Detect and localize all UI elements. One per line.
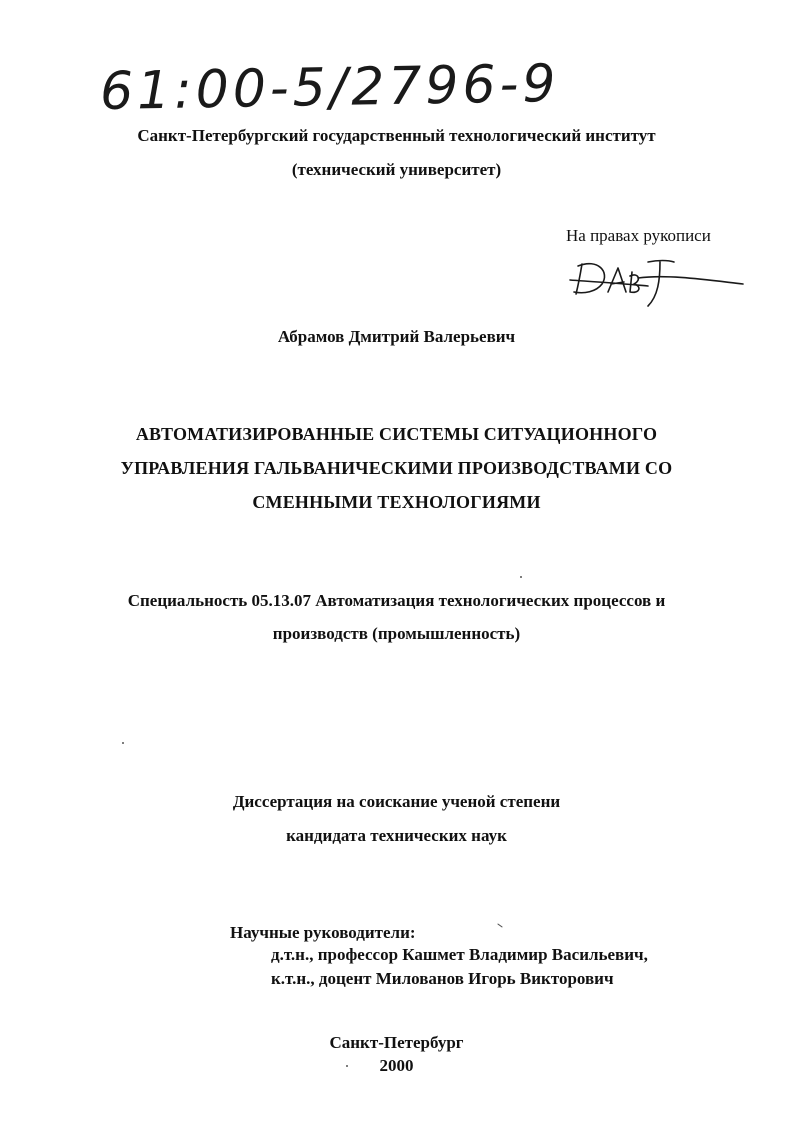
author-name: Абрамов Дмитрий Валерьевич	[277, 327, 516, 346]
year: 2000	[379, 1056, 414, 1075]
supervisor-2: к.т.н., доцент Милованов Игорь Викторович	[271, 969, 614, 988]
archive-number-handwritten: 61:00-5/2796-9	[99, 53, 560, 123]
specialty-line-1: Специальность 05.13.07 Автоматизация технологических процессов и	[127, 591, 666, 610]
title-line-1: АВТОМАТИЗИРОВАННЫЕ СИСТЕМЫ СИТУАЦИОННОГО	[135, 424, 658, 444]
title-line-2: УПРАВЛЕНИЯ ГАЛЬВАНИЧЕСКИМИ ПРОИЗВОДСТВАМИ СО	[120, 458, 673, 478]
specialty-line-2: производств (промышленность)	[272, 624, 521, 643]
title-line-3: СМЕННЫМИ ТЕХНОЛОГИЯМИ	[252, 492, 541, 512]
scan-speck	[497, 923, 502, 927]
institution-name: Санкт-Петербургский государственный технологический институт	[137, 126, 656, 145]
scan-speck	[122, 742, 124, 744]
dissertation-line-1: Диссертация на соискание ученой степени	[232, 792, 561, 811]
supervisors-heading: Научные руководители:	[230, 923, 416, 942]
institution-subtitle: (технический университет)	[291, 160, 502, 179]
signature-image	[568, 250, 748, 310]
rights-note: На правах рукописи	[566, 226, 711, 245]
supervisor-1: д.т.н., профессор Кашмет Владимир Васильевич,	[271, 945, 648, 964]
scan-speck	[520, 576, 522, 578]
city: Санкт-Петербург	[329, 1033, 464, 1052]
dissertation-line-2: кандидата технических наук	[286, 826, 507, 845]
scan-speck	[346, 1065, 348, 1067]
